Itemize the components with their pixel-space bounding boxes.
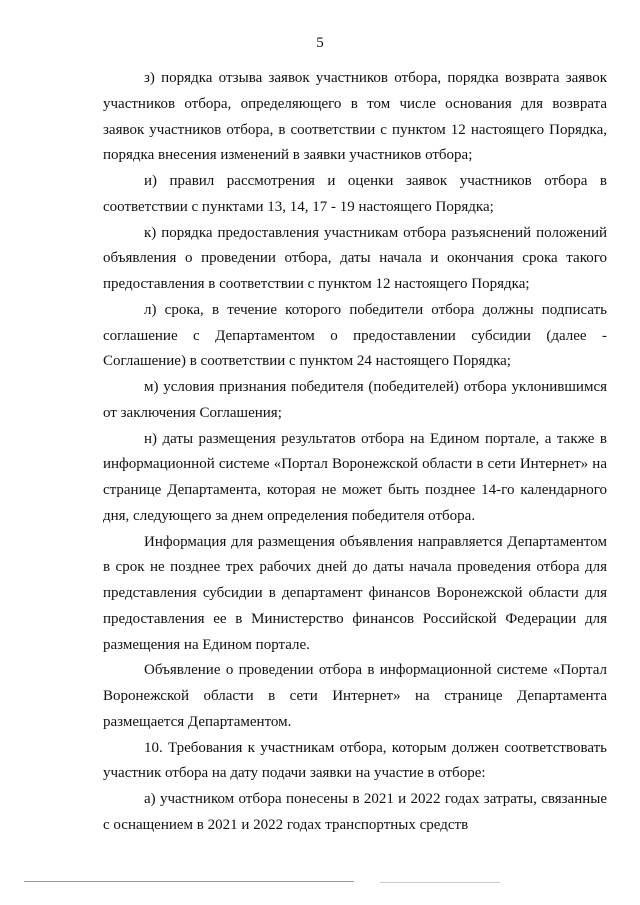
paragraph-l: л) срока, в течение которого победители отбора должны подписать соглашение с Департаментом о предоставлении субсидии (далее - Соглашение) в соответствии с пунктом 24 настоящего Порядка; (103, 301, 607, 370)
scan-edge-line-faint (380, 882, 500, 883)
paragraph-k: к) порядка предоставления участникам отбора разъяснений положений объявления о проведении отбора, даты начала и окончания срока такого предоставления в соответствии с пунктом 12 настоящего Порядка; (103, 224, 607, 292)
paragraph-information: Информация для размещения объявления направляется Департаментом в срок не позднее трех рабочих дней до даты начала проведения отбора для представления субсидии в департамент финансов Воронежской области для предоставления ее в Министерство финансов Российской Федерации для размещения на Едином портале. (103, 533, 607, 653)
scan-edge-line (24, 881, 354, 882)
document-body (103, 66, 607, 839)
paragraph-a: а) участником отбора понесены в 2021 и 2022 годах затраты, связанные с оснащением в 2021 и 2022 годах транспортных средств (103, 791, 607, 833)
paragraph-requirements: 10. Требования к участникам отбора, которым должен соответствовать участник отбора на дату подачи заявки на участие в отборе: (103, 739, 607, 782)
page-number: 5 (316, 35, 324, 51)
paragraph-announcement: Объявление о проведении отбора в информационной системе «Портал Воронежской области в сети Интернет» на странице Департамента размещается Департаментом. (103, 662, 607, 730)
paragraph-z: з) порядка отзыва заявок участников отбора, порядка возврата заявок участников отбора, определяющего в том числе основания для возврата заявок участников отбора, в соответствии с пунктом 12 настоящего Порядка, порядка внесения изменений в заявки участников отбора; (103, 70, 607, 164)
paragraph-m: м) условия признания победителя (победителей) отбора уклонившимся от заключения Соглашения; (103, 379, 607, 421)
paragraph-i: и) правил рассмотрения и оценки заявок участников отбора в соответствии с пунктами 13, 14, 17 - 19 настоящего Порядка; (103, 173, 607, 215)
paragraph-n: н) даты размещения результатов отбора на Едином портале, а также в информационной системе «Портал Воронежской области в сети Интернет» на странице Департамента, которая не может быть позднее 14-го календарного дня, следующего за днем определения победителя отбора. (103, 430, 607, 524)
